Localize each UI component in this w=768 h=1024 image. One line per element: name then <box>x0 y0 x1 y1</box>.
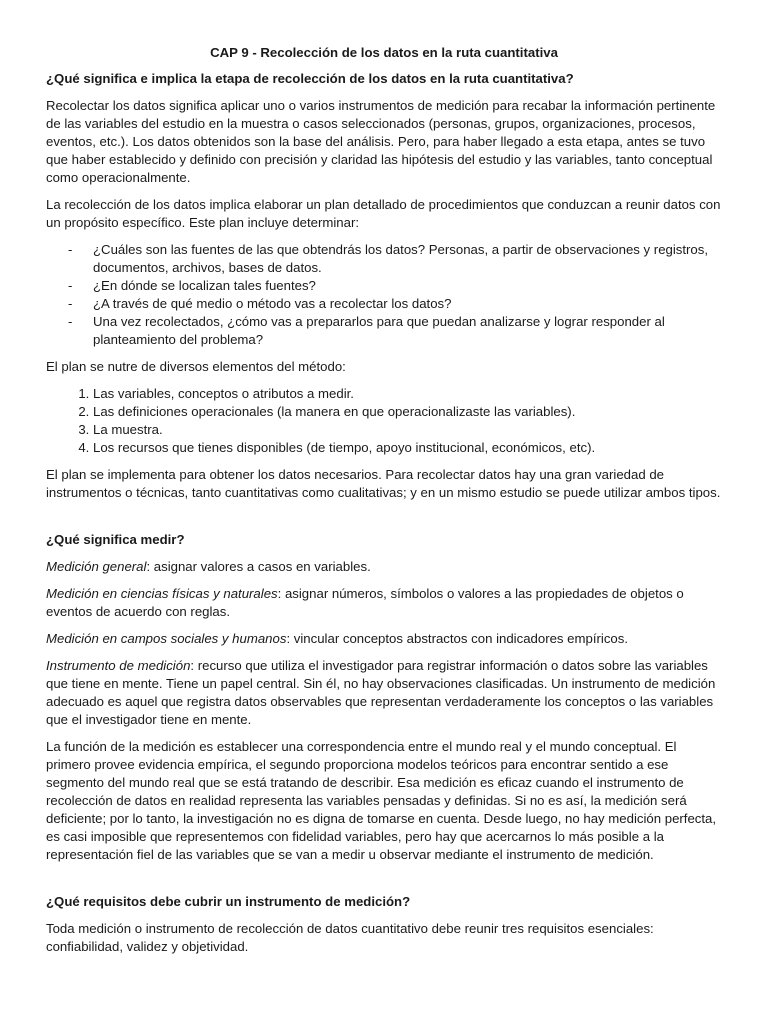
definition-paragraph <box>46 630 722 648</box>
section-heading-recoleccion: ¿Qué significa e implica la etapa de recolección de los datos en la ruta cuantitativa? <box>46 71 574 86</box>
section-heading-requisitos: ¿Qué requisitos debe cubrir un instrumento de medición? <box>46 894 411 909</box>
paragraph: Toda medición o instrumento de recolección de datos cuantitativo debe reunir tres requisitos esenciales: confiabilidad, validez y objetividad. <box>46 921 654 954</box>
document-title: CAP 9 - Recolección de los datos en la ruta cuantitativa <box>210 45 558 60</box>
definition-text: : vincular conceptos abstractos con indicadores empíricos. <box>286 631 629 646</box>
definition-paragraph <box>46 558 722 576</box>
paragraph: La función de la medición es establecer una correspondencia entre el mundo real y el mundo conceptual. El primero provee evidencia empírica, el segundo proporciona modelos teóricos para encontrar sentido a ese segmento del mundo real que se está tratando de describir. Esa medición es eficaz cuando el instrumento de recolección de datos en realidad representa las variables pensadas y definidas. Si no es así, la medición será deficiente; por lo tanto, la investigación no es digna de tomarse en cuenta. Desde luego, no hay medición perfecta, es casi imposible que representemos con fidelidad variables, pero hay que acercarnos lo más posible a la representación fiel de las variables que se van a medir u observar mediante el instrumento de medición. <box>46 739 717 862</box>
section-heading-medir: ¿Qué significa medir? <box>46 532 185 547</box>
list-item: 4. Los recursos que tienes disponibles (de tiempo, apoyo institucional, económicos, etc). <box>93 439 722 457</box>
definition-term: Medición en ciencias físicas y naturales <box>46 586 278 601</box>
definition-term: Medición en campos sociales y humanos <box>46 631 287 646</box>
definition-paragraph <box>46 657 722 729</box>
definition-term: Medición general <box>46 559 147 574</box>
spacer <box>46 511 722 531</box>
definition-text: : recurso que utiliza el investigador para registrar información o datos sobre las variables que tiene en mente. Tiene un papel central. Sin él, no hay observaciones clasificadas. Un instrumento de medición adecuado es aquel que registra datos observables que representan verdaderamente los conceptos o las variables que el investigador tiene en mente. <box>46 658 716 727</box>
method-elements-list <box>46 385 722 457</box>
definition-paragraph <box>46 585 722 621</box>
list-item: 3. La muestra. <box>93 421 722 439</box>
paragraph: El plan se nutre de diversos elementos del método: <box>46 359 346 374</box>
paragraph: La recolección de los datos implica elaborar un plan detallado de procedimientos que conduzcan a reunir datos con un propósito específico. Este plan incluye determinar: <box>46 197 721 230</box>
definition-term: Instrumento de medición <box>46 658 191 673</box>
list-item: 2. Las definiciones operacionales (la manera en que operacionalizaste las variables). <box>93 403 722 421</box>
list-item: - ¿En dónde se localizan tales fuentes? <box>93 277 722 295</box>
list-item: - Una vez recolectados, ¿cómo vas a prepararlos para que puedan analizarse y lograr responder al planteamiento del problema? <box>93 313 722 349</box>
definition-text: : asignar valores a casos en variables. <box>146 559 371 574</box>
list-item: - ¿A través de qué medio o método vas a recolectar los datos? <box>93 295 722 313</box>
paragraph: Recolectar los datos significa aplicar uno o varios instrumentos de medición para recabar la información pertinente de las variables del estudio en la muestra o casos seleccionados (personas, grupos, organizaciones, procesos, eventos, etc.). Los datos obtenidos son la base del análisis. Pero, para haber llegado a esta etapa, antes se tuvo que haber establecido y definido con precisión y claridad las hipótesis del estudio y las variables, tanto conceptual como operacionalmente. <box>46 98 716 185</box>
plan-questions-list <box>46 241 722 349</box>
list-item: 1. Las variables, conceptos o atributos a medir. <box>93 385 722 403</box>
spacer <box>46 873 722 893</box>
list-item: - ¿Cuáles son las fuentes de las que obtendrás los datos? Personas, a partir de observaciones y registros, documentos, archivos, bases de datos. <box>93 241 722 277</box>
definition-text: : asignar números, símbolos o valores a las propiedades de objetos o eventos de acuerdo con reglas. <box>46 586 684 619</box>
paragraph: El plan se implementa para obtener los datos necesarios. Para recolectar datos hay una gran variedad de instrumentos o técnicas, tanto cuantitativas como cualitativas; y en un mismo estudio se puede utilizar ambos tipos. <box>46 467 721 500</box>
